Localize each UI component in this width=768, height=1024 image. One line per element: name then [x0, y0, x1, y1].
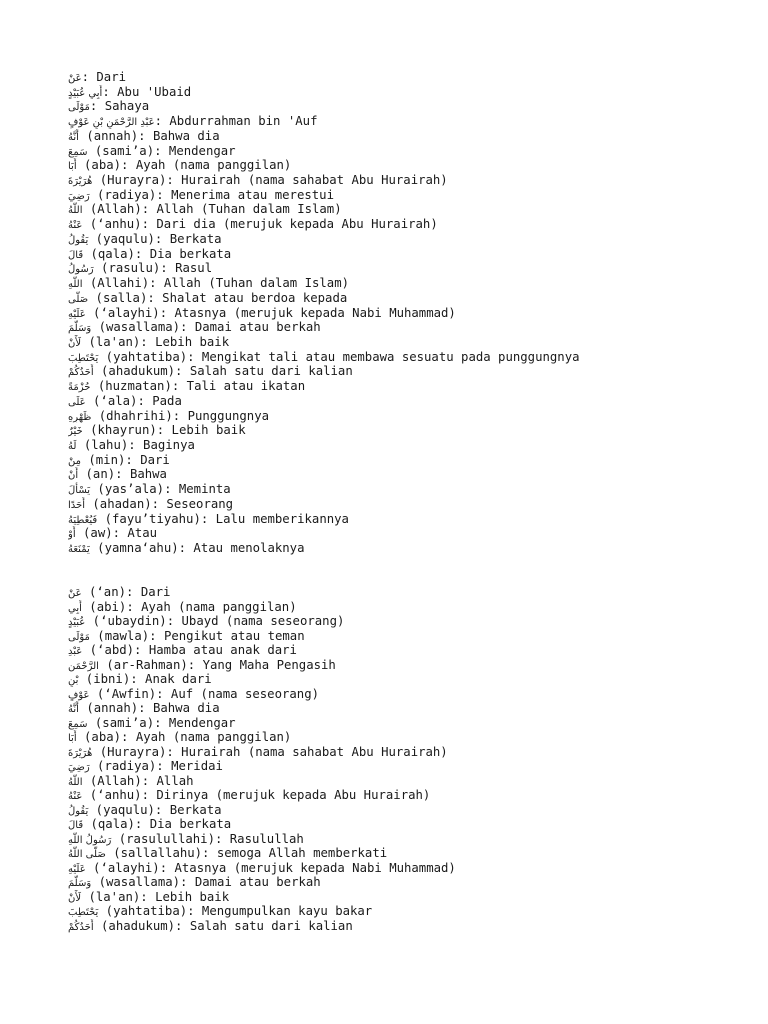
- arabic-word: ظَهْرِهِ: [68, 411, 92, 423]
- translation-text: (sami’a): Mendengar: [87, 143, 236, 158]
- translation-text: (Allah): Allah (Tuhan dalam Islam): [82, 202, 342, 217]
- arabic-word: عَنْ: [68, 73, 82, 84]
- translation-text: (‘ala): Pada: [85, 393, 182, 408]
- translation-text: (huzmatan): Tali atau ikatan: [90, 379, 306, 394]
- vocabulary-line: [68, 70, 748, 85]
- translation-text: : Abu 'Ubaid: [102, 84, 192, 99]
- vocabulary-line: [68, 379, 748, 394]
- translation-text: (fayu’tiyahu): Lalu memberikannya: [97, 511, 349, 526]
- vocabulary-line: [68, 364, 748, 379]
- vocabulary-line: [68, 861, 748, 876]
- translation-text: (Hurayra): Hurairah (nama sahabat Abu Hurairah): [92, 744, 448, 759]
- arabic-word: يَحْتَطِبَ: [68, 352, 99, 364]
- arabic-word: مَوْلَى: [68, 631, 90, 643]
- arabic-word: لَهُ: [68, 440, 77, 452]
- translation-text: (yamna‘ahu): Atau menolaknya: [89, 541, 305, 555]
- translation-text: (abi): Ayah (nama panggilan): [81, 599, 297, 614]
- vocabulary-line: [68, 774, 748, 789]
- vocabulary-line: [68, 202, 748, 217]
- vocabulary-line: [68, 919, 748, 934]
- arabic-word: عَلَيْهِ: [68, 308, 86, 320]
- arabic-word: هُرَيْرَةَ: [68, 747, 93, 759]
- arabic-word: اللَّهِ: [68, 279, 83, 291]
- translation-text: (rasulu): Rasul: [93, 261, 213, 276]
- vocabulary-line: [68, 512, 748, 527]
- arabic-word: أَنَّهُ: [68, 131, 79, 143]
- translation-text: (‘alayhi): Atasnya (merujuk kepada Nabi Muhammad): [85, 860, 456, 875]
- arabic-word: عَنْهُ: [68, 791, 83, 803]
- translation-text: (aba): Ayah (nama panggilan): [76, 730, 292, 745]
- vocabulary-line: [68, 788, 748, 803]
- translation-text: (Allahi): Allah (Tuhan dalam Islam): [82, 276, 350, 291]
- translation-text: (ibni): Anak dari: [78, 672, 212, 687]
- translation-text: (ahadan): Seseorang: [85, 496, 234, 511]
- vocabulary-line: [68, 261, 748, 276]
- arabic-word: يَمْنَعَهُ: [68, 544, 90, 555]
- vocabulary-line: [68, 85, 748, 100]
- vocabulary-line: [68, 306, 748, 321]
- arabic-word: لَأَنْ: [68, 337, 82, 349]
- vocabulary-line: [68, 409, 748, 424]
- arabic-word: عَنْهُ: [68, 220, 83, 232]
- arabic-word: رَسُولُ اللَّهِ: [68, 834, 112, 846]
- vocabulary-line: [68, 904, 748, 919]
- translation-text: (yaqulu): Berkata: [88, 802, 222, 817]
- vocabulary-line: [68, 247, 748, 262]
- translation-text: (min): Dari: [80, 452, 170, 467]
- vocabulary-line: [68, 335, 748, 350]
- translation-text: (‘alayhi): Atasnya (merujuk kepada Nabi Muhammad): [85, 305, 456, 320]
- arabic-word: صَلَّى اللَّهُ: [68, 849, 106, 861]
- translation-text: (aw): Atau: [75, 526, 158, 541]
- translation-text: (sami’a): Mendengar: [87, 715, 236, 730]
- vocabulary-line: [68, 629, 748, 644]
- translation-text: (wasallama): Damai atau berkah: [91, 320, 321, 335]
- vocabulary-line: [68, 658, 748, 673]
- arabic-word: عَبْدِ الرَّحْمَنِ بْنِ عَوْفٍ: [68, 117, 155, 129]
- translation-text: (wasallama): Damai atau berkah: [91, 875, 321, 890]
- translation-text: (rasulullahi): Rasulullah: [111, 831, 304, 846]
- translation-text: : Sahaya: [89, 99, 150, 114]
- vocabulary-line: [68, 846, 748, 861]
- arabic-word: يَقُولُ: [68, 805, 89, 817]
- arabic-word: مَوْلَى: [68, 102, 90, 114]
- translation-text: (ar-Rahman): Yang Maha Pengasih: [98, 657, 336, 672]
- vocabulary-line: [68, 350, 748, 365]
- translation-text: (Hurayra): Hurairah (nama sahabat Abu Hurairah): [92, 173, 448, 188]
- translation-text: (yahtatiba): Mengikat tali atau membawa sesuatu pada punggungnya: [98, 349, 580, 364]
- translation-text: (annah): Bahwa dia: [78, 128, 220, 143]
- vocabulary-line: [68, 730, 748, 745]
- translation-text: (salla): Shalat atau berdoa kepada: [88, 290, 348, 305]
- arabic-word: سَمِعَ: [68, 146, 88, 158]
- vocabulary-line: [68, 890, 748, 905]
- translation-text: (qala): Dia berkata: [83, 817, 232, 832]
- vocabulary-line: [68, 217, 748, 232]
- arabic-word: عَوْفٍ: [68, 689, 90, 701]
- vocabulary-list-2: [68, 585, 748, 933]
- arabic-word: لَأَنْ: [68, 892, 82, 904]
- translation-text: (lahu): Baginya: [76, 437, 195, 452]
- translation-text: (khayrun): Lebih baik: [82, 423, 246, 438]
- arabic-word: يَقُولُ: [68, 234, 89, 246]
- translation-text: (Allah): Allah: [82, 773, 194, 788]
- translation-text: (yas’ala): Meminta: [90, 482, 231, 497]
- arabic-word: بْنِ: [68, 675, 79, 687]
- translation-text: (‘anhu): Dari dia (merujuk kepada Abu Hurairah): [82, 217, 438, 232]
- arabic-word: أَنَّهُ: [68, 704, 79, 716]
- translation-text: (aba): Ayah (nama panggilan): [76, 158, 292, 173]
- translation-text: (mawla): Pengikut atau teman: [89, 628, 305, 643]
- vocabulary-line: [68, 759, 748, 774]
- arabic-word: أَبِي: [68, 602, 82, 614]
- vocabulary-line: [68, 643, 748, 658]
- arabic-word: اللَّهُ: [68, 776, 83, 788]
- vocabulary-line: [68, 188, 748, 203]
- translation-text: (ahadukum): Salah satu dari kalian: [93, 364, 353, 379]
- arabic-word: وَسَلَّمَ: [68, 323, 92, 335]
- translation-text: : Dari: [81, 70, 127, 84]
- translation-text: (yahtatiba): Mengumpulkan kayu bakar: [98, 904, 373, 919]
- arabic-word: عَلَيْهِ: [68, 863, 86, 875]
- vocabulary-line: [68, 672, 748, 687]
- arabic-word: أَبِي عُبَيْدٍ: [68, 87, 103, 99]
- vocabulary-line: [68, 600, 748, 615]
- arabic-word: سَمِعَ: [68, 718, 88, 730]
- arabic-word: رَسُولُ: [68, 264, 94, 276]
- arabic-word: أَوْ: [68, 529, 76, 541]
- translation-text: (‘abd): Hamba atau anak dari: [82, 643, 297, 658]
- translation-text: (radiya): Menerima atau merestui: [89, 187, 334, 202]
- arabic-word: أَحَدًا: [68, 499, 85, 511]
- translation-text: (dhahrihi): Punggungnya: [91, 408, 270, 423]
- vocabulary-line: [68, 745, 748, 760]
- vocabulary-line: [68, 276, 748, 291]
- translation-text: (‘ubaydin): Ubayd (nama seseorang): [85, 614, 345, 629]
- translation-text: (an): Bahwa: [78, 467, 167, 482]
- arabic-word: قَالَ: [68, 820, 84, 832]
- arabic-word: عَنْ: [68, 588, 82, 599]
- vocabulary-line: [68, 158, 748, 173]
- translation-text: (la'an): Lebih baik: [81, 334, 230, 349]
- arabic-word: الرَّحْمَنِ: [68, 660, 99, 672]
- vocabulary-line: [68, 438, 748, 453]
- arabic-word: يَحْتَطِبَ: [68, 907, 99, 919]
- vocabulary-line: [68, 585, 748, 600]
- arabic-word: يَسْأَلَ: [68, 485, 91, 497]
- translation-text: (ahadukum): Salah satu dari kalian: [93, 918, 353, 933]
- arabic-word: عُبَيْدٍ: [68, 617, 86, 629]
- vocabulary-line: [68, 394, 748, 409]
- vocabulary-line: [68, 173, 748, 188]
- vocabulary-line: [68, 832, 748, 847]
- translation-text: (‘Awfin): Auf (nama seseorang): [89, 686, 320, 701]
- arabic-word: أَحَدُكُمْ: [68, 367, 94, 379]
- vocabulary-line: [68, 497, 748, 512]
- arabic-word: فَيُعْطِيَهُ: [68, 514, 98, 526]
- arabic-word: عَلَى: [68, 396, 86, 408]
- vocabulary-line: [68, 99, 748, 114]
- vocabulary-line: [68, 467, 748, 482]
- arabic-word: عَبْدِ: [68, 646, 83, 658]
- arabic-word: خَيْرٌ: [68, 426, 83, 438]
- vocabulary-line: [68, 687, 748, 702]
- vocabulary-line: [68, 526, 748, 541]
- vocabulary-line: [68, 423, 748, 438]
- vocabulary-line: [68, 482, 748, 497]
- arabic-word: صَلَّى: [68, 293, 89, 305]
- vocabulary-line: [68, 232, 748, 247]
- arabic-word: أَحَدُكُمْ: [68, 921, 94, 933]
- arabic-word: أَبَا: [68, 161, 77, 173]
- arabic-word: حُزْمَةً: [68, 382, 91, 394]
- translation-text: (sallallahu): semoga Allah memberkati: [105, 846, 388, 861]
- vocabulary-line: [68, 817, 748, 832]
- vocabulary-line: [68, 803, 748, 818]
- arabic-word: قَالَ: [68, 249, 84, 261]
- vocabulary-line: [68, 320, 748, 335]
- vocabulary-line: [68, 541, 748, 556]
- vocabulary-line: [68, 701, 748, 716]
- arabic-word: مِنْ: [68, 455, 81, 467]
- vocabulary-list-1: [68, 70, 748, 556]
- vocabulary-line: [68, 291, 748, 306]
- arabic-word: هُرَيْرَةَ: [68, 176, 93, 188]
- arabic-word: اللَّهُ: [68, 205, 83, 217]
- vocabulary-line: [68, 614, 748, 629]
- arabic-word: رَضِيَ: [68, 762, 90, 774]
- translation-text: (yaqulu): Berkata: [88, 231, 222, 246]
- translation-text: (radiya): Meridai: [89, 759, 223, 774]
- translation-text: (la'an): Lebih baik: [81, 889, 230, 904]
- arabic-word: رَضِيَ: [68, 190, 90, 202]
- vocabulary-line: [68, 129, 748, 144]
- translation-text: (annah): Bahwa dia: [78, 701, 220, 716]
- vocabulary-line: [68, 144, 748, 159]
- translation-text: : Abdurrahman bin 'Auf: [154, 114, 318, 129]
- translation-text: (qala): Dia berkata: [83, 246, 232, 261]
- arabic-word: وَسَلَّمَ: [68, 878, 92, 890]
- arabic-word: أَبَا: [68, 733, 77, 745]
- vocabulary-line: [68, 716, 748, 731]
- vocabulary-line: [68, 875, 748, 890]
- arabic-word: أَنْ: [68, 470, 79, 482]
- translation-text: (‘anhu): Dirinya (merujuk kepada Abu Hurairah): [82, 788, 431, 803]
- translation-text: (‘an): Dari: [81, 585, 171, 599]
- vocabulary-line: [68, 453, 748, 468]
- vocabulary-line: [68, 114, 748, 129]
